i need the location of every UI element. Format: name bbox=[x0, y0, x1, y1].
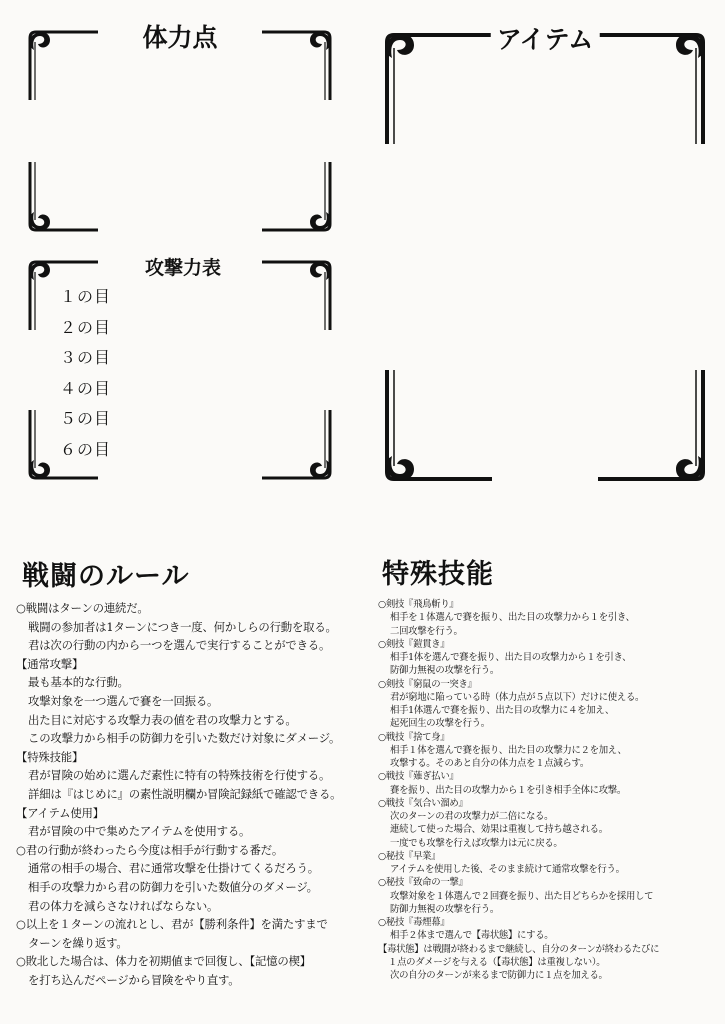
day-row: ５の目 bbox=[60, 409, 112, 428]
skill-line: 相手を１体選んで賽を振り、出た目の攻撃力から１を引き、 bbox=[390, 612, 635, 624]
rule-line: 君の体力を減らさなければならない。 bbox=[28, 898, 219, 913]
item-frame bbox=[384, 25, 706, 482]
day-row: ６の目 bbox=[60, 439, 112, 459]
battle-rules-title: 戦闘のルール bbox=[22, 561, 190, 592]
skill-line: 攻撃する。そのあと自分の体力点を１点減らす。 bbox=[390, 758, 589, 769]
attack-table-title: 攻撃力表 bbox=[139, 253, 227, 280]
day-row: ４の目 bbox=[60, 378, 112, 398]
skill-line: ○戦技『薙ぎ払い』 bbox=[378, 771, 459, 783]
day-row: ３の目 bbox=[60, 348, 112, 367]
skill-line: 次の自分のターンが来るまで防御力に１点を加える。 bbox=[390, 970, 608, 981]
skill-line: 賽を振り、出た目の攻撃力から１を引き相手全体に攻撃。 bbox=[390, 784, 626, 796]
skill-line: ○剣技『窮鼠の一突き』 bbox=[378, 678, 477, 690]
skill-line: 相手１体を選んで賽を振り、出た目の攻撃力に２を加え、 bbox=[390, 744, 627, 756]
hp-frame bbox=[28, 23, 332, 232]
day-row: ２の目 bbox=[60, 317, 112, 337]
attack-day-list bbox=[60, 286, 111, 469]
skill-line: １点のダメージを与える（【毒状態】は重複しない）。 bbox=[388, 956, 606, 968]
skill-line: ○秘技『致命の一撃』 bbox=[378, 877, 468, 889]
rule-line: 君が冒険の中で集めたアイテムを使用する。 bbox=[28, 824, 251, 839]
skill-line: 【毒状態】は戦闘が終わるまで継続し、自分のターンが終わるたびに bbox=[378, 943, 660, 955]
rule-line: 【通常攻撃】 bbox=[16, 656, 84, 671]
skill-line: ○秘技『早業』 bbox=[378, 850, 441, 862]
skill-line: 攻撃対象を１体選んで２回賽を振り、出た目どちらかを採用して bbox=[390, 890, 654, 902]
rule-line: 出た目に対応する攻撃力表の値を君の攻撃力とする。 bbox=[28, 712, 297, 727]
rule-line: 君は次の行動の内から一つを選んで実行することができる。 bbox=[28, 638, 331, 653]
rule-line: ○以上を１ターンの流れとし、君が【勝利条件】を満たすまで bbox=[16, 917, 328, 932]
ornate-frame-border bbox=[28, 30, 332, 232]
rule-line: 【アイテム使用】 bbox=[16, 805, 104, 820]
skill-line: アイテムを使用した後、そのまま続けて通常攻撃を行う。 bbox=[390, 864, 625, 875]
rule-line: 相手の攻撃力から君の防御力を引いた数値分のダメージ。 bbox=[28, 879, 318, 894]
skill-line: 相手２体まで選んで【毒状態】にする。 bbox=[390, 930, 554, 942]
rule-line: ターンを繰り返す。 bbox=[28, 935, 128, 950]
skill-line: 一度でも攻撃を行えば攻撃力は元に戻る。 bbox=[390, 837, 563, 849]
skill-line: 相手1体を選んで賽を振り、出た目の攻撃力から１を引き、 bbox=[390, 652, 632, 663]
special-skills-list bbox=[378, 598, 723, 982]
rule-line: ○戦闘はターンの連続だ。 bbox=[16, 601, 149, 615]
skill-line: ○戦技『気合い溜め』 bbox=[378, 797, 468, 809]
special-skills-title: 特殊技能 bbox=[382, 559, 494, 590]
skill-line: 防御力無視の攻撃を行う。 bbox=[390, 903, 499, 915]
hp-title: 体力点 bbox=[136, 18, 223, 54]
battle-rules-list bbox=[16, 599, 366, 989]
skill-line: 起死回生の攻撃を行う。 bbox=[390, 718, 490, 730]
day-row: １の目 bbox=[60, 287, 112, 306]
rule-line: 最も基本的な行動。 bbox=[28, 675, 129, 690]
rule-line: 攻撃対象を一つ選んで賽を一回振る。 bbox=[28, 693, 219, 708]
skill-line: ○戦技『捨て身』 bbox=[378, 731, 450, 743]
item-title: アイテム bbox=[491, 20, 600, 56]
skill-line: 防御力無視の攻撃を行う。 bbox=[390, 665, 499, 677]
skill-line: 相手1体選んで賽を振り、出た目の攻撃力に４を加え、 bbox=[390, 705, 615, 716]
skill-line: 二回攻撃を行う。 bbox=[390, 625, 463, 637]
skill-line: 次のターンの君の攻撃力が二倍になる。 bbox=[390, 811, 554, 822]
skill-line: ○剣技『鎧貫き』 bbox=[378, 638, 450, 650]
rule-line: 詳細は『はじめに』の素性説明欄か冒険記録紙で確認できる。 bbox=[28, 786, 342, 801]
rule-line: 【特殊技能】 bbox=[16, 749, 84, 764]
rule-line: この攻撃力から相手の防御力を引いた数だけ対象にダメージ。 bbox=[28, 731, 341, 746]
rule-line: ○君の行動が終わったら今度は相手が行動する番だ。 bbox=[16, 842, 284, 857]
ornate-frame-border bbox=[384, 32, 706, 482]
rule-line: を打ち込んだページから冒険をやり直す。 bbox=[28, 972, 240, 987]
rule-line: 君が冒険の始めに選んだ素性に特有の特殊技術を行使する。 bbox=[28, 768, 331, 783]
skill-line: 連続して使った場合、効果は重複して持ち越される。 bbox=[390, 824, 608, 836]
rule-line: 通常の相手の場合、君に通常攻撃を仕掛けてくるだろう。 bbox=[28, 861, 319, 876]
rule-line: ○敗北した場合は、体力を初期値まで回復し、【記憶の楔】 bbox=[16, 954, 311, 969]
rule-line: 戦闘の参加者は1ターンにつき一度、何かしらの行動を取る。 bbox=[28, 619, 337, 634]
skill-line: ○剣技『飛鳥斬り』 bbox=[378, 599, 459, 610]
skill-line: 君が窮地に陥っている時（体力点が５点以下）だけに使える。 bbox=[390, 691, 645, 703]
skill-line: ○秘技『毒煙幕』 bbox=[378, 917, 450, 928]
